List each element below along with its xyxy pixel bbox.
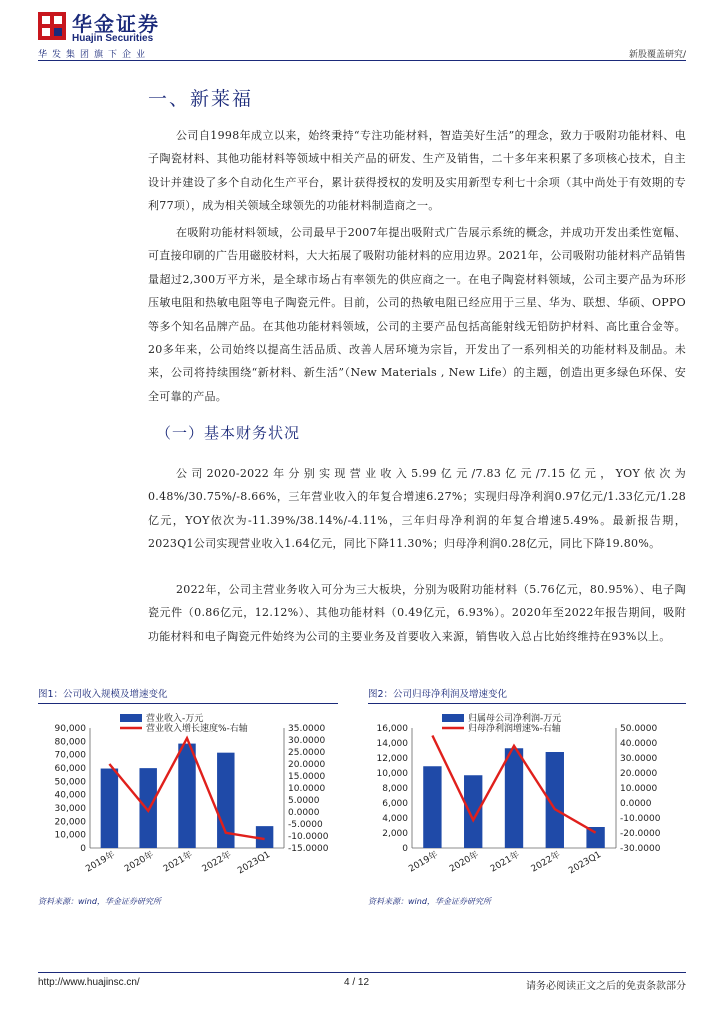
right-tick-label: 35.0000 xyxy=(288,724,326,734)
right-tick-label: 10.0000 xyxy=(288,784,326,794)
right-tick-label: 30.0000 xyxy=(288,736,326,746)
x-tick-label: 2021年 xyxy=(161,849,195,875)
right-tick-label: 20.0000 xyxy=(288,760,326,770)
legend-bar-label: 归属母公司净利润-万元 xyxy=(468,714,562,724)
left-tick-label: 14,000 xyxy=(376,739,408,749)
bar xyxy=(423,766,441,848)
brand-name-en: Huajin Securities xyxy=(72,33,154,44)
left-tick-label: 90,000 xyxy=(54,724,86,734)
figure-1 xyxy=(38,686,338,704)
left-tick-label: 40,000 xyxy=(54,790,86,801)
group-line: 华发集团旗下企业 xyxy=(38,50,151,60)
right-tick-label: 30.0000 xyxy=(620,754,658,764)
figure-2-title: 图2：公司归母净利润及增速变化 xyxy=(368,686,686,704)
intro-paragraph-2: 在吸附功能材料领域，公司最早于2007年提出吸附式广告展示系统的概念，并成功开发出柔性宽幅、可直接印刷的广告用磁胶材料，大大拓展了吸附功能材料的应用边界。2021年，公司吸附功能材料产品销售量超过2,300万平方米，是全球市场占有率领先的供应商之一。在电子陶瓷材料领域，公司主要产品为环形压敏电阻和热敏电阻等电子陶瓷元件。目前，公司的热敏电阻已经应用于三星、华为、联想、华硕、OPPO等多个知名品牌产品。在其他功能材料领域，公司的主要产品包括高能射线无铅防护材料、高比重合金等。20多年来，公司始终以提高生活品质、改善人居环境为宗旨，开发出了一系列相关的功能材料及制品。未来，公司将持续围绕“新材料、新生活”（New Materials , New Life）的主题，创造出更多绿色环保、安全可靠的产品。 xyxy=(148,226,686,403)
right-tick-label: 25.0000 xyxy=(288,748,326,758)
legend-bar-label: 营业收入-万元 xyxy=(146,714,204,724)
left-tick-label: 4,000 xyxy=(382,814,408,824)
left-tick-label: 80,000 xyxy=(54,737,86,748)
figure-1-title: 图1：公司收入规模及增速变化 xyxy=(38,686,338,704)
bar xyxy=(101,769,118,848)
legend-bar-swatch xyxy=(442,714,464,722)
left-tick-label: 0 xyxy=(80,844,86,854)
x-tick-label: 2022年 xyxy=(200,849,234,875)
x-tick-label: 2021年 xyxy=(488,849,522,875)
figure-2-source: 资料来源：wind，华金证券研究所 xyxy=(368,897,491,906)
revenue-chart xyxy=(38,706,338,891)
right-tick-label: 50.0000 xyxy=(620,724,658,734)
left-tick-label: 20,000 xyxy=(54,817,86,828)
right-tick-label: -15.0000 xyxy=(288,844,329,854)
huajin-logo-icon xyxy=(38,12,66,40)
bar xyxy=(139,768,156,848)
figure-2 xyxy=(368,686,686,704)
bar xyxy=(505,748,523,848)
right-tick-label: 0.0000 xyxy=(288,808,320,818)
footer-disclaimer: 请务必阅读正文之后的免责条款部分 xyxy=(526,981,686,992)
left-tick-label: 6,000 xyxy=(382,799,408,809)
left-tick-label: 10,000 xyxy=(54,830,86,841)
right-tick-label: 15.0000 xyxy=(288,772,326,782)
right-tick-label: -10.0000 xyxy=(620,814,661,824)
right-tick-label: 10.0000 xyxy=(620,784,658,794)
brand-name: 华金证券 xyxy=(72,12,160,36)
left-tick-label: 70,000 xyxy=(54,750,86,761)
right-tick-label: 5.0000 xyxy=(288,796,320,806)
x-tick-label: 2023Q1 xyxy=(236,849,273,877)
legend-bar-swatch xyxy=(120,714,142,722)
right-tick-label: -5.0000 xyxy=(288,820,323,830)
left-tick-label: 10,000 xyxy=(376,769,408,779)
x-tick-label: 2023Q1 xyxy=(567,849,604,877)
intro-paragraph-1: 公司自1998年成立以来，始终秉持“专注功能材料，智造美好生活”的理念，致力于吸附功能材料、电子陶瓷材料、其他功能材料等领域中相关产品的研发、生产及销售，二十多年来积累了多项核心技术，自主设计并建设了多个自动化生产平台，累计获得授权的发明及实用新型专利七十余项（其中尚处于有效期的专利77项），成为相关领域全球领先的功能材料制造商之一。 xyxy=(148,129,686,213)
section-title: 一、新莱福 xyxy=(148,88,254,110)
report-type: 新股覆盖研究/ xyxy=(628,50,686,60)
header-divider xyxy=(38,60,686,61)
bar xyxy=(464,775,482,848)
footer-url[interactable]: http://www.huajinsc.cn/ xyxy=(38,977,140,988)
left-tick-label: 16,000 xyxy=(376,724,408,734)
right-tick-label: 0.0000 xyxy=(620,799,652,809)
left-tick-label: 30,000 xyxy=(54,804,86,814)
finance-paragraph-1: 公司2020-2022年分别实现营业收入5.99亿元/7.83亿元/7.15亿元，YOY依次为0.48%/30.75%/-8.66%，三年营业收入的年复合增速6.27%；实现归母净利润0.97亿元/1.33亿元/1.28亿元，YOY依次为-11.39%/38.14%/-4.11%，三年归母净利润的年复合增速5.49%。最新报告期，2023Q1公司实现营业收入1.64亿元，同比下降11.30%；归母净利润0.28亿元，同比下降19.80%。 xyxy=(148,467,686,551)
left-tick-label: 50,000 xyxy=(54,777,86,788)
finance-paragraph-2: 2022年，公司主营业务收入可分为三大板块，分别为吸附功能材料（5.76亿元，80.95%）、电子陶瓷元件（0.86亿元，12.12%）、其他功能材料（0.49亿元，6.93%）。2020年至2022年报告期间，吸附功能材料和电子陶瓷元件始终为公司的主要业务及首要收入来源，销售收入总占比始终维持在93%以上。 xyxy=(148,583,686,643)
x-tick-label: 2020年 xyxy=(123,849,156,875)
right-tick-label: 40.0000 xyxy=(620,739,658,749)
right-tick-label: 20.0000 xyxy=(620,769,658,779)
x-tick-label: 2019年 xyxy=(84,849,117,875)
x-tick-label: 2020年 xyxy=(448,849,481,875)
subsection-title: （一）基本财务状况 xyxy=(156,424,301,442)
legend-line-label: 营业收入增长速度%-右轴 xyxy=(146,724,248,734)
left-tick-label: 60,000 xyxy=(54,764,86,774)
right-tick-label: -10.0000 xyxy=(288,832,329,842)
footer-divider xyxy=(38,972,686,973)
left-tick-label: 0 xyxy=(402,844,408,854)
left-tick-label: 8,000 xyxy=(382,784,408,794)
bar xyxy=(178,744,195,848)
right-tick-label: -20.0000 xyxy=(620,829,661,839)
legend-line-label: 归母净利润增速%-右轴 xyxy=(468,724,561,734)
net-profit-chart xyxy=(368,706,686,891)
x-tick-label: 2019年 xyxy=(407,849,440,875)
figure-1-source: 资料来源：wind，华金证券研究所 xyxy=(38,897,161,906)
x-tick-label: 2022年 xyxy=(529,849,563,875)
left-tick-label: 2,000 xyxy=(382,829,408,839)
left-tick-label: 12,000 xyxy=(376,754,408,764)
right-tick-label: -30.0000 xyxy=(620,844,661,854)
page-number: 4 / 12 xyxy=(344,977,370,988)
